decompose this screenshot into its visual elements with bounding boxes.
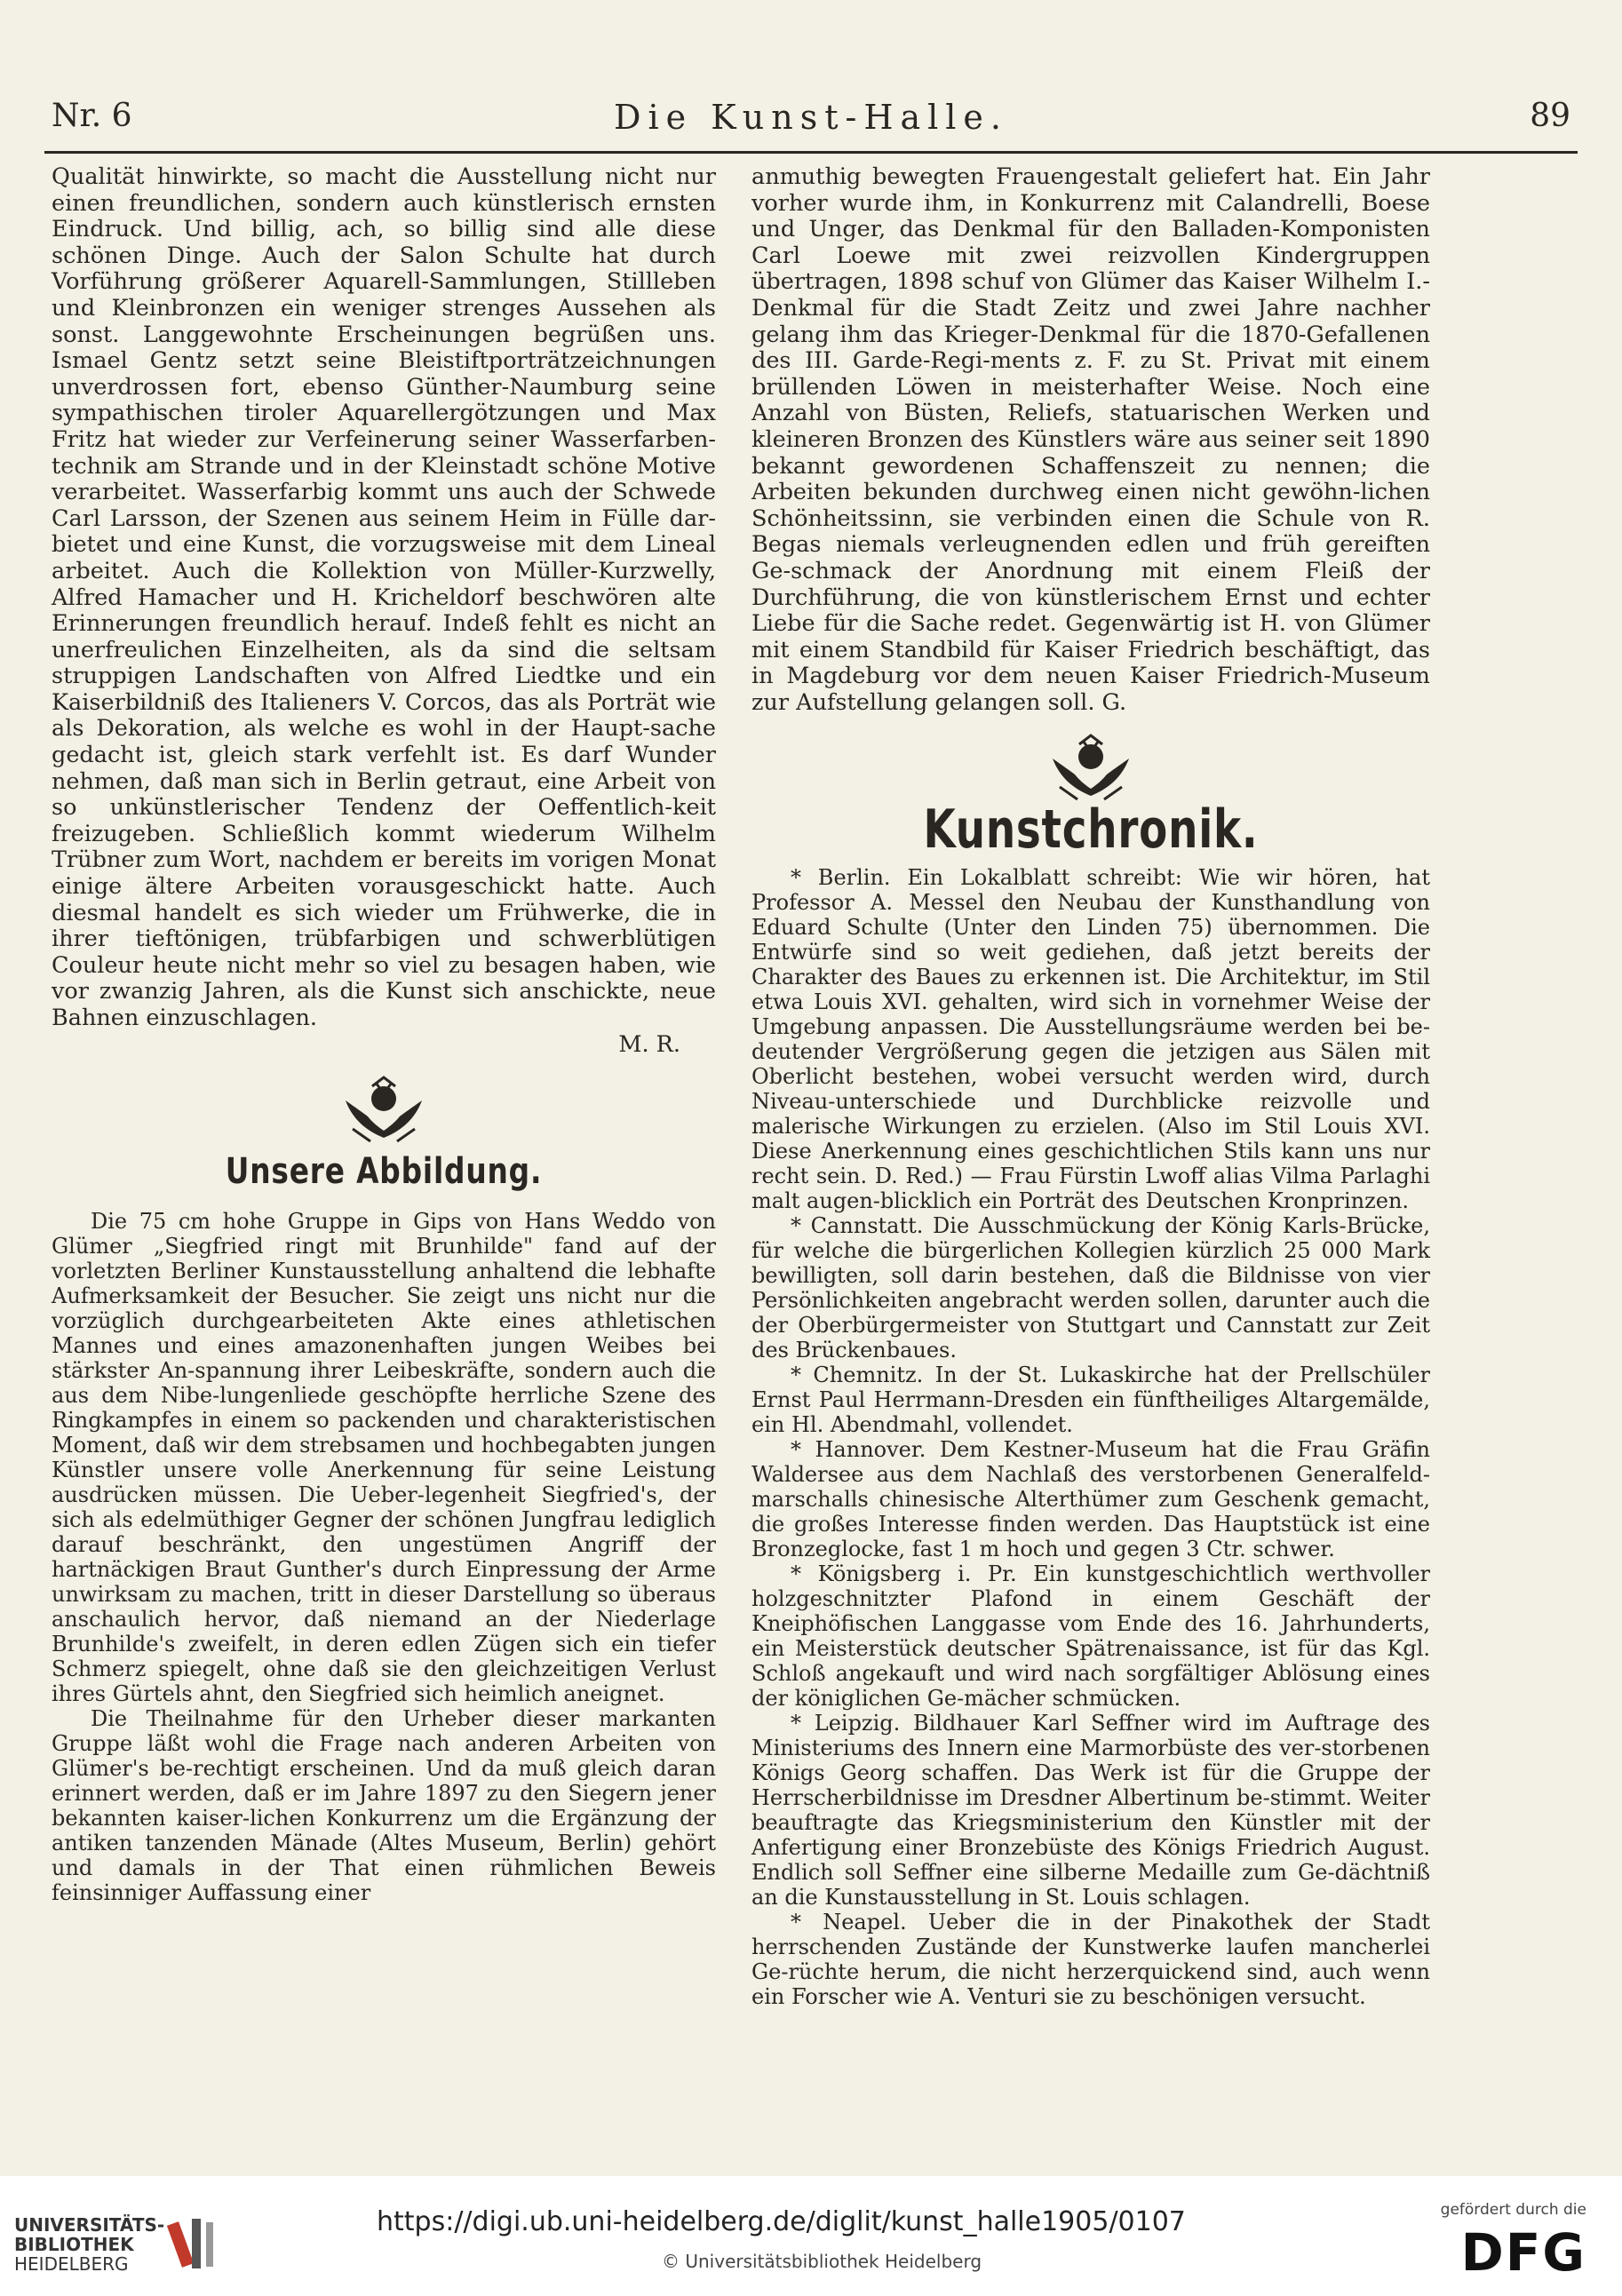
- chronicle-entry-koenigsberg: * Königsberg i. Pr. Ein kunstgeschichtlich werthvoller holzgeschnitzter Plafond in einem Geschäft der Kneiphöfischen Langgasse vom Ende des 16. Jahrhunderts, ein Meisterstück deutscher Spätrenaissance, ist für das Kgl. Schloß angekauft und wird nach sorgfältiger Ablösung eines der königlichen Ge-mächer schmücken.: [751, 1561, 1430, 1712]
- permalink-url[interactable]: https://digi.ub.uni-heidelberg.de/diglit/kunst_halle1905/0107: [377, 2206, 1186, 2237]
- chronicle-entry-cannstatt: * Cannstatt. Die Ausschmückung der König Karls-Brücke, für welche die bürgerlichen Kollegien kürzlich 25 000 Mark bewilligten, soll darin bestehen, daß die Bildnisse von vier Persönlichkeiten angebracht werden sollen, darunter auch die der Oberbürgermeister von Stuttgart und Cannstatt zur Zeit des Brückenbaues.: [751, 1213, 1430, 1363]
- thistle-ornament-icon: [335, 1076, 433, 1147]
- illustration-text: Die 75 cm hohe Gruppe in Gips von Hans Weddo von Glümer „Siegfried ringt mit Brunhilde" fand auf der vorletzten Berliner Kunstausstellung anhaltend die lebhafte Aufmerksamkeit der Besucher. Sie zeigt uns nicht nur die vorzüglich durchgearbeiteten Akte eines athletischen Mannes und eines amazonenhaften jungen Weibes bei stärkster An-spannung ihrer Leibeskräfte, sondern auch die aus dem Nibe-lungenliede geschöpfte herrliche Szene des Ringkampfes in einem so packenden und charakteristischen Moment, daß wir dem strebsamen und hochbegabten jungen Künstler unsere volle Anerkennung für seine Leistung ausdrücken müssen. Die Ueber-legenheit Siegfried's, der sich als edelmüthiger Gegner der schönen Jungfrau lediglich darauf beschränkt, den ungestümen Angriff der hartnäckigen Braut Gunther's durch Einpressung der Arme unwirksam zu machen, tritt in dieser Darstellung so überaus anschaulich hervor, daß niemand an der Niederlage Brunhilde's zweifelt, in deren edlen Zügen sich ein tiefer Schmerz spiegelt, ohne daß sie den gleichzeitigen Verlust ihres Gürtels ahnt, den Siegfried sich heimlich aneignet.: [52, 1208, 716, 1706]
- copyright-notice: © Universitätsbibliothek Heidelberg: [662, 2251, 982, 2272]
- funding-note: gefördert durch die: [1440, 2201, 1586, 2219]
- left-column: [52, 164, 716, 1905]
- running-header: [52, 98, 1570, 142]
- viewer-footer: [0, 2176, 1622, 2296]
- library-name-line2: BIBLIOTHEK: [14, 2234, 134, 2255]
- chronicle-entry-berlin: * Berlin. Ein Lokalblatt schreibt: Wie wir hören, hat Professor A. Messel den Neubau der Kunsthandlung von Eduard Schulte (Unter den Linden 75) übernommen. Die Entwürfe sind so weit gediehen, daß jetzt bereits der Charakter des Baues zu erkennen ist. Die Architektur, im Stil etwa Louis XVI. gehalten, wird sich in vornehmer Weise der Umgebung anpassen. Die Ausstellungsräume werden bei be-deutender Vergrößerung gegen die jetzigen aus Sälen mit Oberlicht bestehen, wobei versucht werden wird, durch Niveau-unterschiede und Durchblicke reizvolle und malerische Wirkungen zu erzielen. (Also im Stil Louis XVI. Diese Anerkennung eines geschichtlichen Stils kann uns nur recht sein. D. Red.) — Frau Fürstin Lwoff alias Vilma Parlaghi malt augen-blicklich ein Porträt des Deutschen Kronprinzen.: [751, 865, 1430, 1214]
- chronicle-entry-chemnitz: * Chemnitz. In der St. Lukaskirche hat der Prellschüler Ernst Paul Herrmann-Dresden ein fünftheiliges Altargemälde, ein Hl. Abendmahl, vollendet.: [751, 1363, 1430, 1438]
- header-rule: [44, 151, 1578, 154]
- chronicle-entry-neapel: * Neapel. Ueber die in der Pinakothek der Stadt herrschenden Zustände der Kunstwerke laufen mancherlei Ge-rüchte herum, die nicht herzerquickend sind, auch wenn ein Forscher wie A. Venturi sie zu beschönigen versucht.: [751, 1910, 1430, 2010]
- dfg-logo: DFG: [1460, 2222, 1586, 2283]
- chronicle-entry-leipzig: * Leipzig. Bildhauer Karl Seffner wird im Auftrage des Ministeriums des Innern eine Marmorbüste des ver-storbenen Königs Georg schaffen. Das Werk ist für die Gruppe der Herrscherbildnisse im Dresdner Albertinum be-stimmt. Weiter beauftragte das Kriegsministerium den Künstler mit der Anfertigung einer Bronzebüste des Königs Friedrich August. Endlich soll Seffner eine silberne Medaille zum Ge-dächtniß an die Kunstausstellung in St. Louis schlagen.: [751, 1711, 1430, 1911]
- illustration-text-continued: Die Theilnahme für den Urheber dieser markanten Gruppe läßt wohl die Frage nach anderen Arbeiten von Glümer's be-rechtigt erscheinen. Und da muß gleich daran erinnert werden, daß er im Jahre 1897 zu den Siegern jener bekannten kaiser-lichen Konkurrenz um die Ergänzung der antiken tanzenden Mänade (Altes Museum, Berlin) gehört und damals in der That einen rühmlichen Beweis feinsinniger Auffassung einer: [52, 1705, 716, 1905]
- page-number: 89: [1530, 98, 1570, 134]
- chronicle-entry-hannover: * Hannover. Dem Kestner-Museum hat die Frau Gräfin Waldersee aus dem Nachlaß des verstorbenen Generalfeld-marschalls chinesische Alterthümer zum Geschenk gemacht, die großes Interesse finden werden. Das Hauptstück ist eine Bronzeglocke, fast 1 m hoch und gegen 3 Ctr. schwer.: [751, 1437, 1430, 1562]
- review-signature: M. R.: [618, 1030, 680, 1058]
- issue-number: Nr. 6: [52, 98, 132, 134]
- library-name-line1: UNIVERSITÄTS-: [14, 2214, 165, 2236]
- library-logo-icon: [167, 2213, 229, 2276]
- section-title-unsere-abbildung: Unsere Abbildung.: [225, 1151, 543, 1193]
- right-column: [751, 164, 1430, 2009]
- thistle-ornament-icon: [1042, 734, 1140, 805]
- library-logo-text: [14, 2215, 164, 2274]
- library-name-line3: HEIDELBERG: [14, 2253, 129, 2275]
- exhibition-review-text: Qualität hinwirkte, so macht die Ausstellung nicht nur einen freundlichen, sondern auch künstlerisch ernsten Eindruck. Und billig, ach, so billig sind alle diese schönen Dinge. Auch der Salon Schulte hat durch Vorführung größerer Aquarell-Sammlungen, Stillleben und Kleinbronzen ein weniger strenges Aussehen als sonst. Langgewohnte Erscheinungen begrüßen uns. Ismael Gentz setzt seine Bleistiftporträtzeichnungen unverdrossen fort, ebenso Günther-Naumburg seine sympathischen tiroler Aquarellergötzungen und Max Fritz hat wieder zur Verfeinerung seiner Wasserfarben-technik am Strande und in der Kleinstadt schöne Motive verarbeitet. Wasserfarbig kommt uns auch der Schwede Carl Larsson, der Szenen aus seinem Heim in Fülle dar-bietet und eine Kunst, die vorzugsweise mit dem Lineal arbeitet. Auch die Kollektion von Müller-Kurzwelly, Alfred Hamacher und H. Kricheldorf beschwören alte Erinnerungen freundlich herauf. Indeß fehlt es nicht an unerfreulichen Einzelheiten, als da sind die seltsam struppigen Landschaften von Alfred Liedtke und ein Kaiserbildniß des Italieners V. Corcos, das als Porträt wie als Dekoration, als welche es wohl in der Haupt-sache gedacht ist, gleich stark verfehlt ist. Es darf Wunder nehmen, daß man sich in Berlin getraut, eine Arbeit von so unkünstlerischer Tendenz der Oeffentlich-keit freizugeben. Schließlich kommt wiederum Wilhelm Trübner zum Wort, nachdem er bereits im vorigen Monat einige ältere Arbeiten vorausgeschickt hatte. Auch diesmal handelt es sich wieder um Frühwerke, die in ihrer tieftönigen, trübfarbigen und schwerblütigen Couleur heute nicht mehr so viel zu besagen haben, wie vor zwanzig Jahren, als die Kunst sich anschickte, neue Bahnen einzuschlagen.: [52, 163, 716, 1031]
- journal-title: Die Kunst-Halle.: [614, 98, 1008, 137]
- illustration-text-conclusion: anmuthig bewegten Frauengestalt geliefert hat. Ein Jahr vorher wurde ihm, in Konkurrenz mit Calandrelli, Boese und Unger, das Denkmal für den Balladen-Komponisten Carl Loewe mit zwei reizvollen Kindergruppen übertragen, 1898 schuf von Glümer das Kaiser Wilhelm I.-Denkmal für die Stadt Zeitz und zwei Jahre nachher gelang ihm das Krieger-Denkmal für die 1870-Gefallenen des III. Garde-Regi-ments z. F. zu St. Privat mit einem brüllenden Löwen in meisterhafter Weise. Noch eine Anzahl von Büsten, Reliefs, statuarischen Werken und kleineren Bronzen des Künstlers wäre aus seiner seit 1890 bekannt gewordenen Schaffenszeit zu nennen; die Arbeiten bekunden durchweg einen nicht gewöhn-lichen Schönheitssinn, sie verbinden einen die Schule von R. Begas niemals verleugnenden edlen und früh gereiften Ge-schmack der Anordnung mit einem Fleiß der Durchführung, die von künstlerischem Ernst und echter Liebe für die Sache redet. Gegenwärtig ist H. von Glümer mit einem Standbild für Kaiser Friedrich beschäftigt, das in Magdeburg vor dem neuen Kaiser Friedrich-Museum zur Aufstellung gelangen soll. G.: [751, 163, 1430, 716]
- section-title-kunstchronik: Kunstchronik.: [923, 798, 1259, 862]
